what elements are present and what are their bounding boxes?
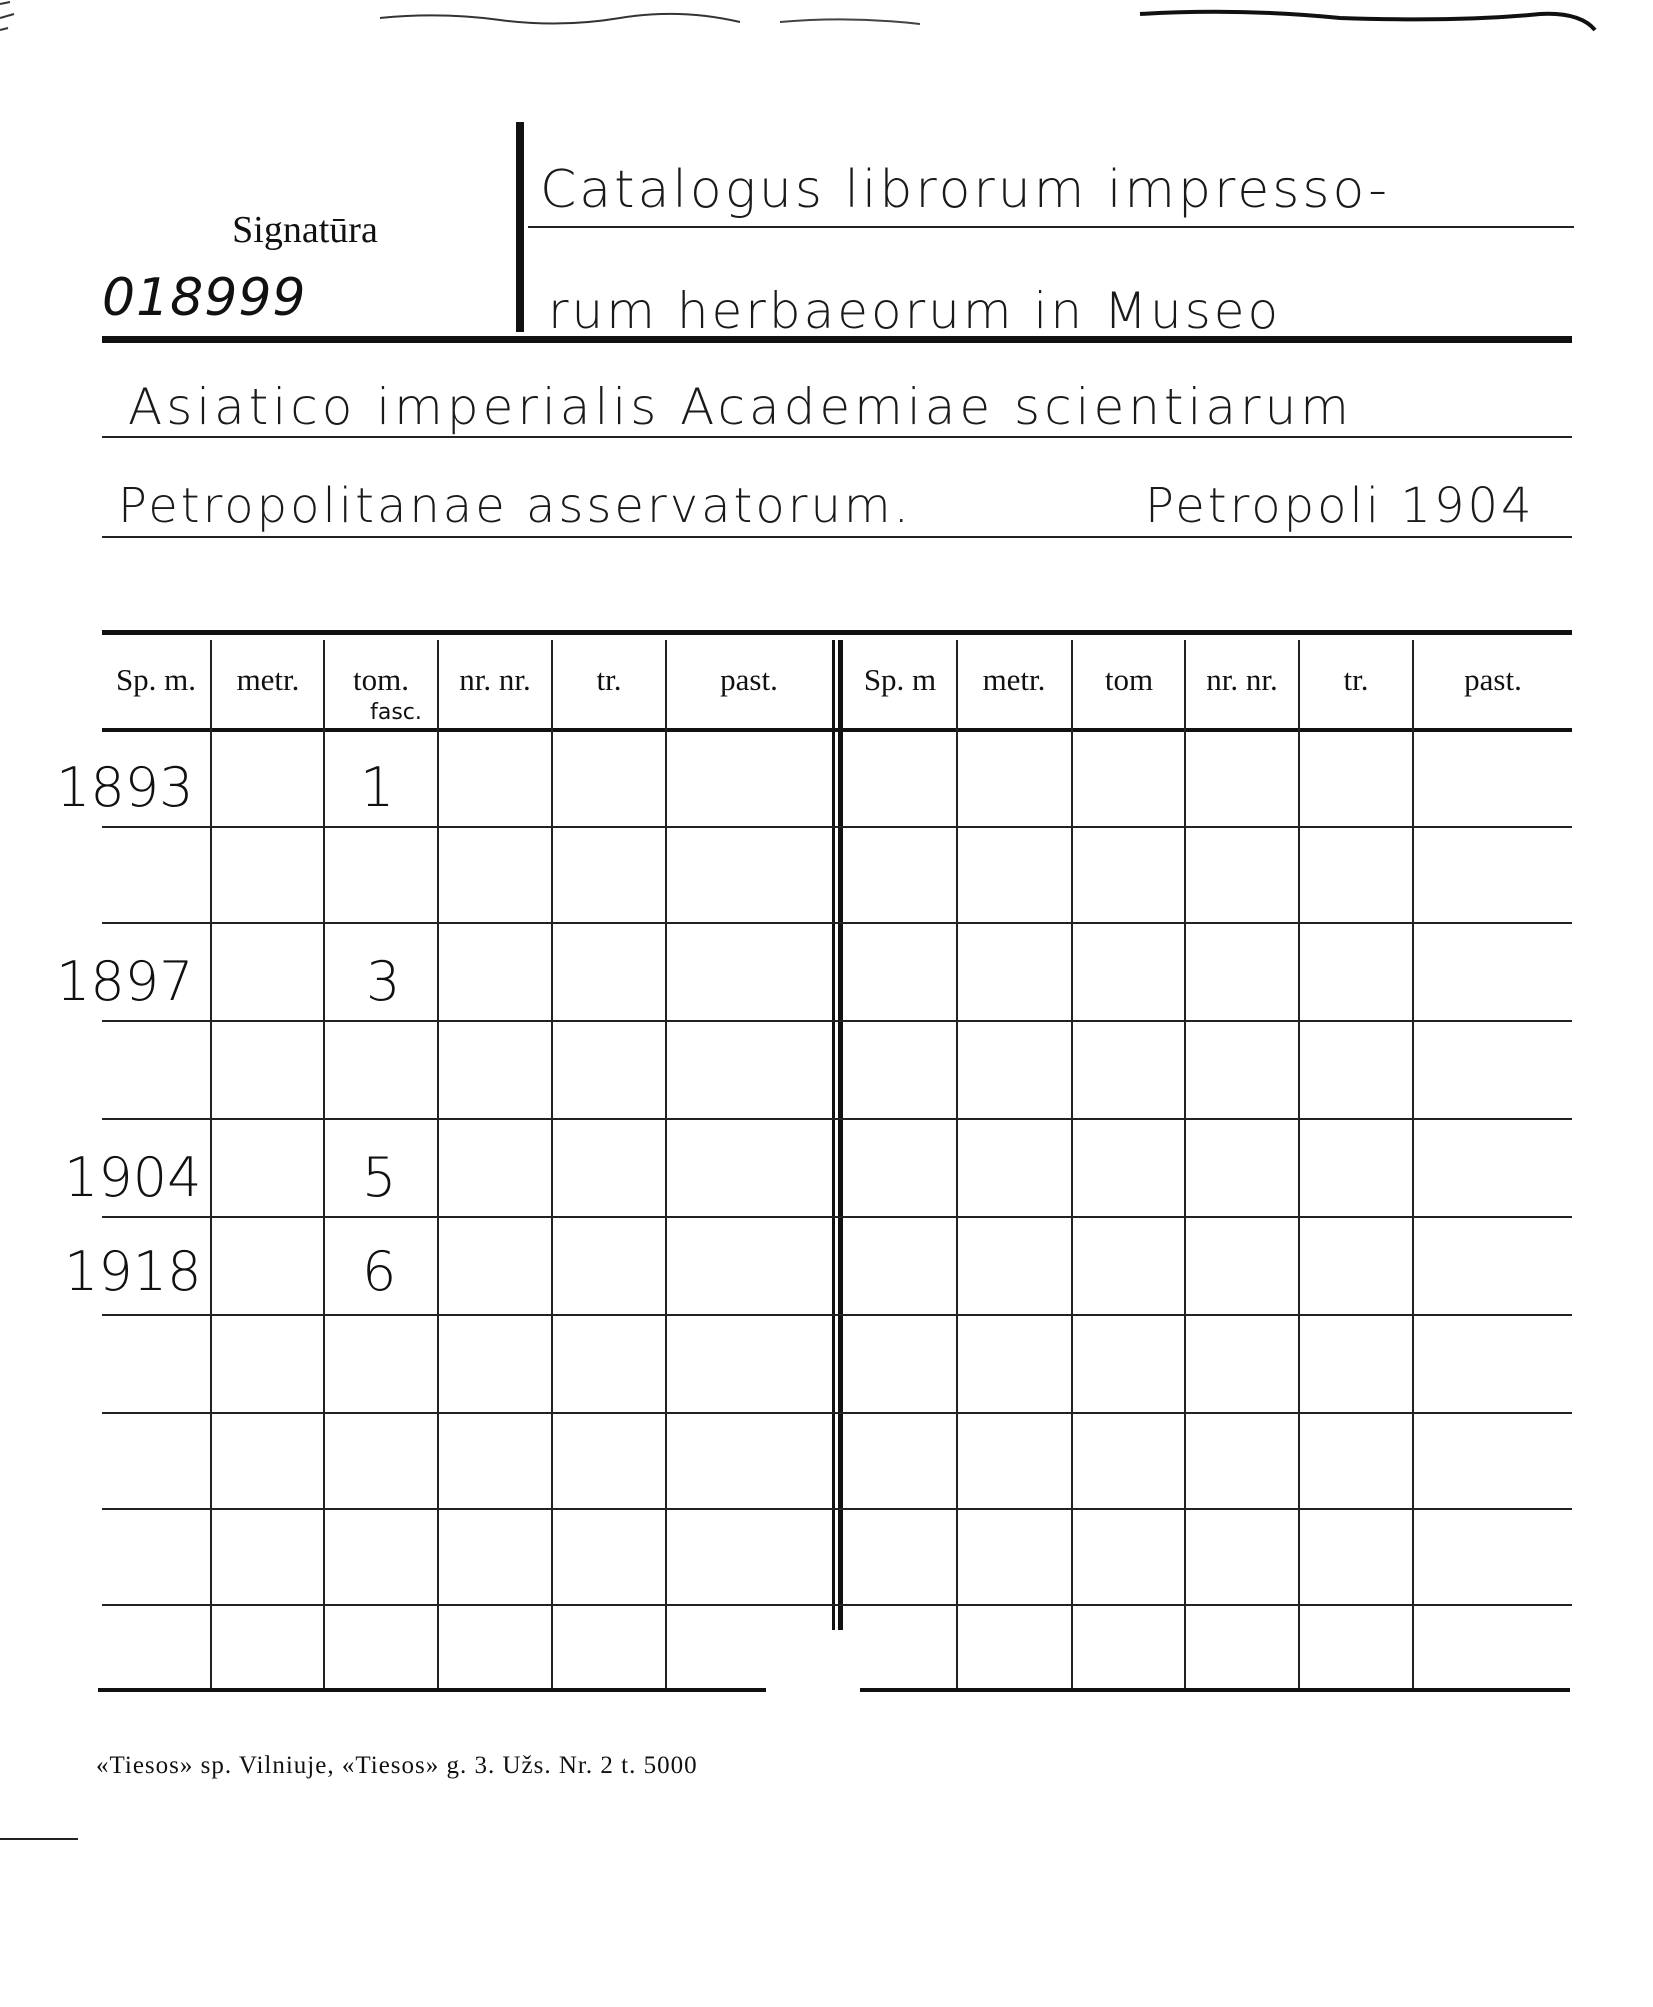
- col-sep: [210, 640, 212, 1688]
- col-header-nr-nr: nr. nr.: [459, 662, 531, 697]
- col-sep: [1298, 640, 1300, 1688]
- torn-edge-marks: [380, 8, 1600, 38]
- corner-marks: [0, 0, 40, 40]
- printer-imprint: «Tiesos» sp. Vilniuje, «Tiesos» g. 3. Užs. Nr. 2 t. 5000: [96, 1752, 698, 1779]
- row-rule: [102, 1314, 1572, 1316]
- col-header-fasc-note: fasc.: [370, 700, 422, 725]
- col-sep: [551, 640, 553, 1688]
- title-line-3: Asiatico imperialis Academiae scientiarum: [128, 378, 1353, 436]
- col-header-tom: tom.: [353, 662, 409, 697]
- stray-mark: [0, 1838, 78, 1840]
- row-rule: [102, 1508, 1572, 1510]
- signatura-label: Signatūra: [232, 209, 378, 251]
- col-sep: [1184, 640, 1186, 1688]
- row-rule: [102, 826, 1572, 828]
- col-sep: [1071, 640, 1073, 1688]
- col-header-past-right: past.: [1464, 662, 1522, 697]
- row-rule: [102, 1216, 1572, 1218]
- row-rule: [102, 1020, 1572, 1022]
- table-bottom-rule-left: [98, 1688, 766, 1692]
- col-sep: [437, 640, 439, 1688]
- col-header-tom-right: tom: [1104, 662, 1154, 697]
- title-line-4: Petropolitanae asservatorum.: [118, 478, 912, 534]
- col-header-sp-m-right: Sp. m: [863, 662, 937, 697]
- row-rule: [102, 1412, 1572, 1414]
- table-top-rule: [102, 630, 1572, 635]
- row-year: 1918: [64, 1240, 202, 1303]
- col-header-sp-m: Sp. m.: [115, 662, 197, 697]
- row-rule: [102, 1118, 1572, 1120]
- col-sep: [665, 640, 667, 1688]
- col-header-metr: metr.: [236, 662, 300, 697]
- table-center-divider-a: [832, 640, 835, 1630]
- row-rule: [102, 1604, 1572, 1606]
- signatura-number: 018999: [102, 268, 307, 328]
- table-center-divider-b: [838, 640, 843, 1630]
- title-underline-4: [102, 536, 1572, 538]
- col-sep: [956, 640, 958, 1688]
- table-bottom-rule-right: [860, 1688, 1570, 1692]
- col-sep: [1412, 640, 1414, 1688]
- title-line-1: Catalogus librorum impresso-: [540, 160, 1391, 220]
- row-tom: 5: [362, 1146, 397, 1209]
- row-year: 1893: [56, 756, 194, 819]
- title-underline-3: [102, 436, 1572, 438]
- row-tom: 3: [366, 950, 401, 1013]
- row-year: 1897: [56, 950, 194, 1013]
- title-line-5: Petropoli 1904: [1145, 478, 1535, 534]
- title-line-2: rum herbaeorum in Museo: [548, 282, 1282, 340]
- row-tom: 1: [360, 756, 395, 819]
- title-underline-1: [528, 226, 1574, 228]
- row-tom: 6: [362, 1240, 397, 1303]
- col-header-tr-right: tr.: [1343, 662, 1369, 697]
- header-divider: [516, 122, 524, 332]
- col-sep: [323, 640, 325, 1688]
- col-header-past: past.: [720, 662, 778, 697]
- row-year: 1904: [64, 1146, 202, 1209]
- row-rule: [102, 922, 1572, 924]
- col-header-metr-right: metr.: [982, 662, 1046, 697]
- col-header-tr: tr.: [596, 662, 622, 697]
- col-header-nr-nr-right: nr. nr.: [1206, 662, 1278, 697]
